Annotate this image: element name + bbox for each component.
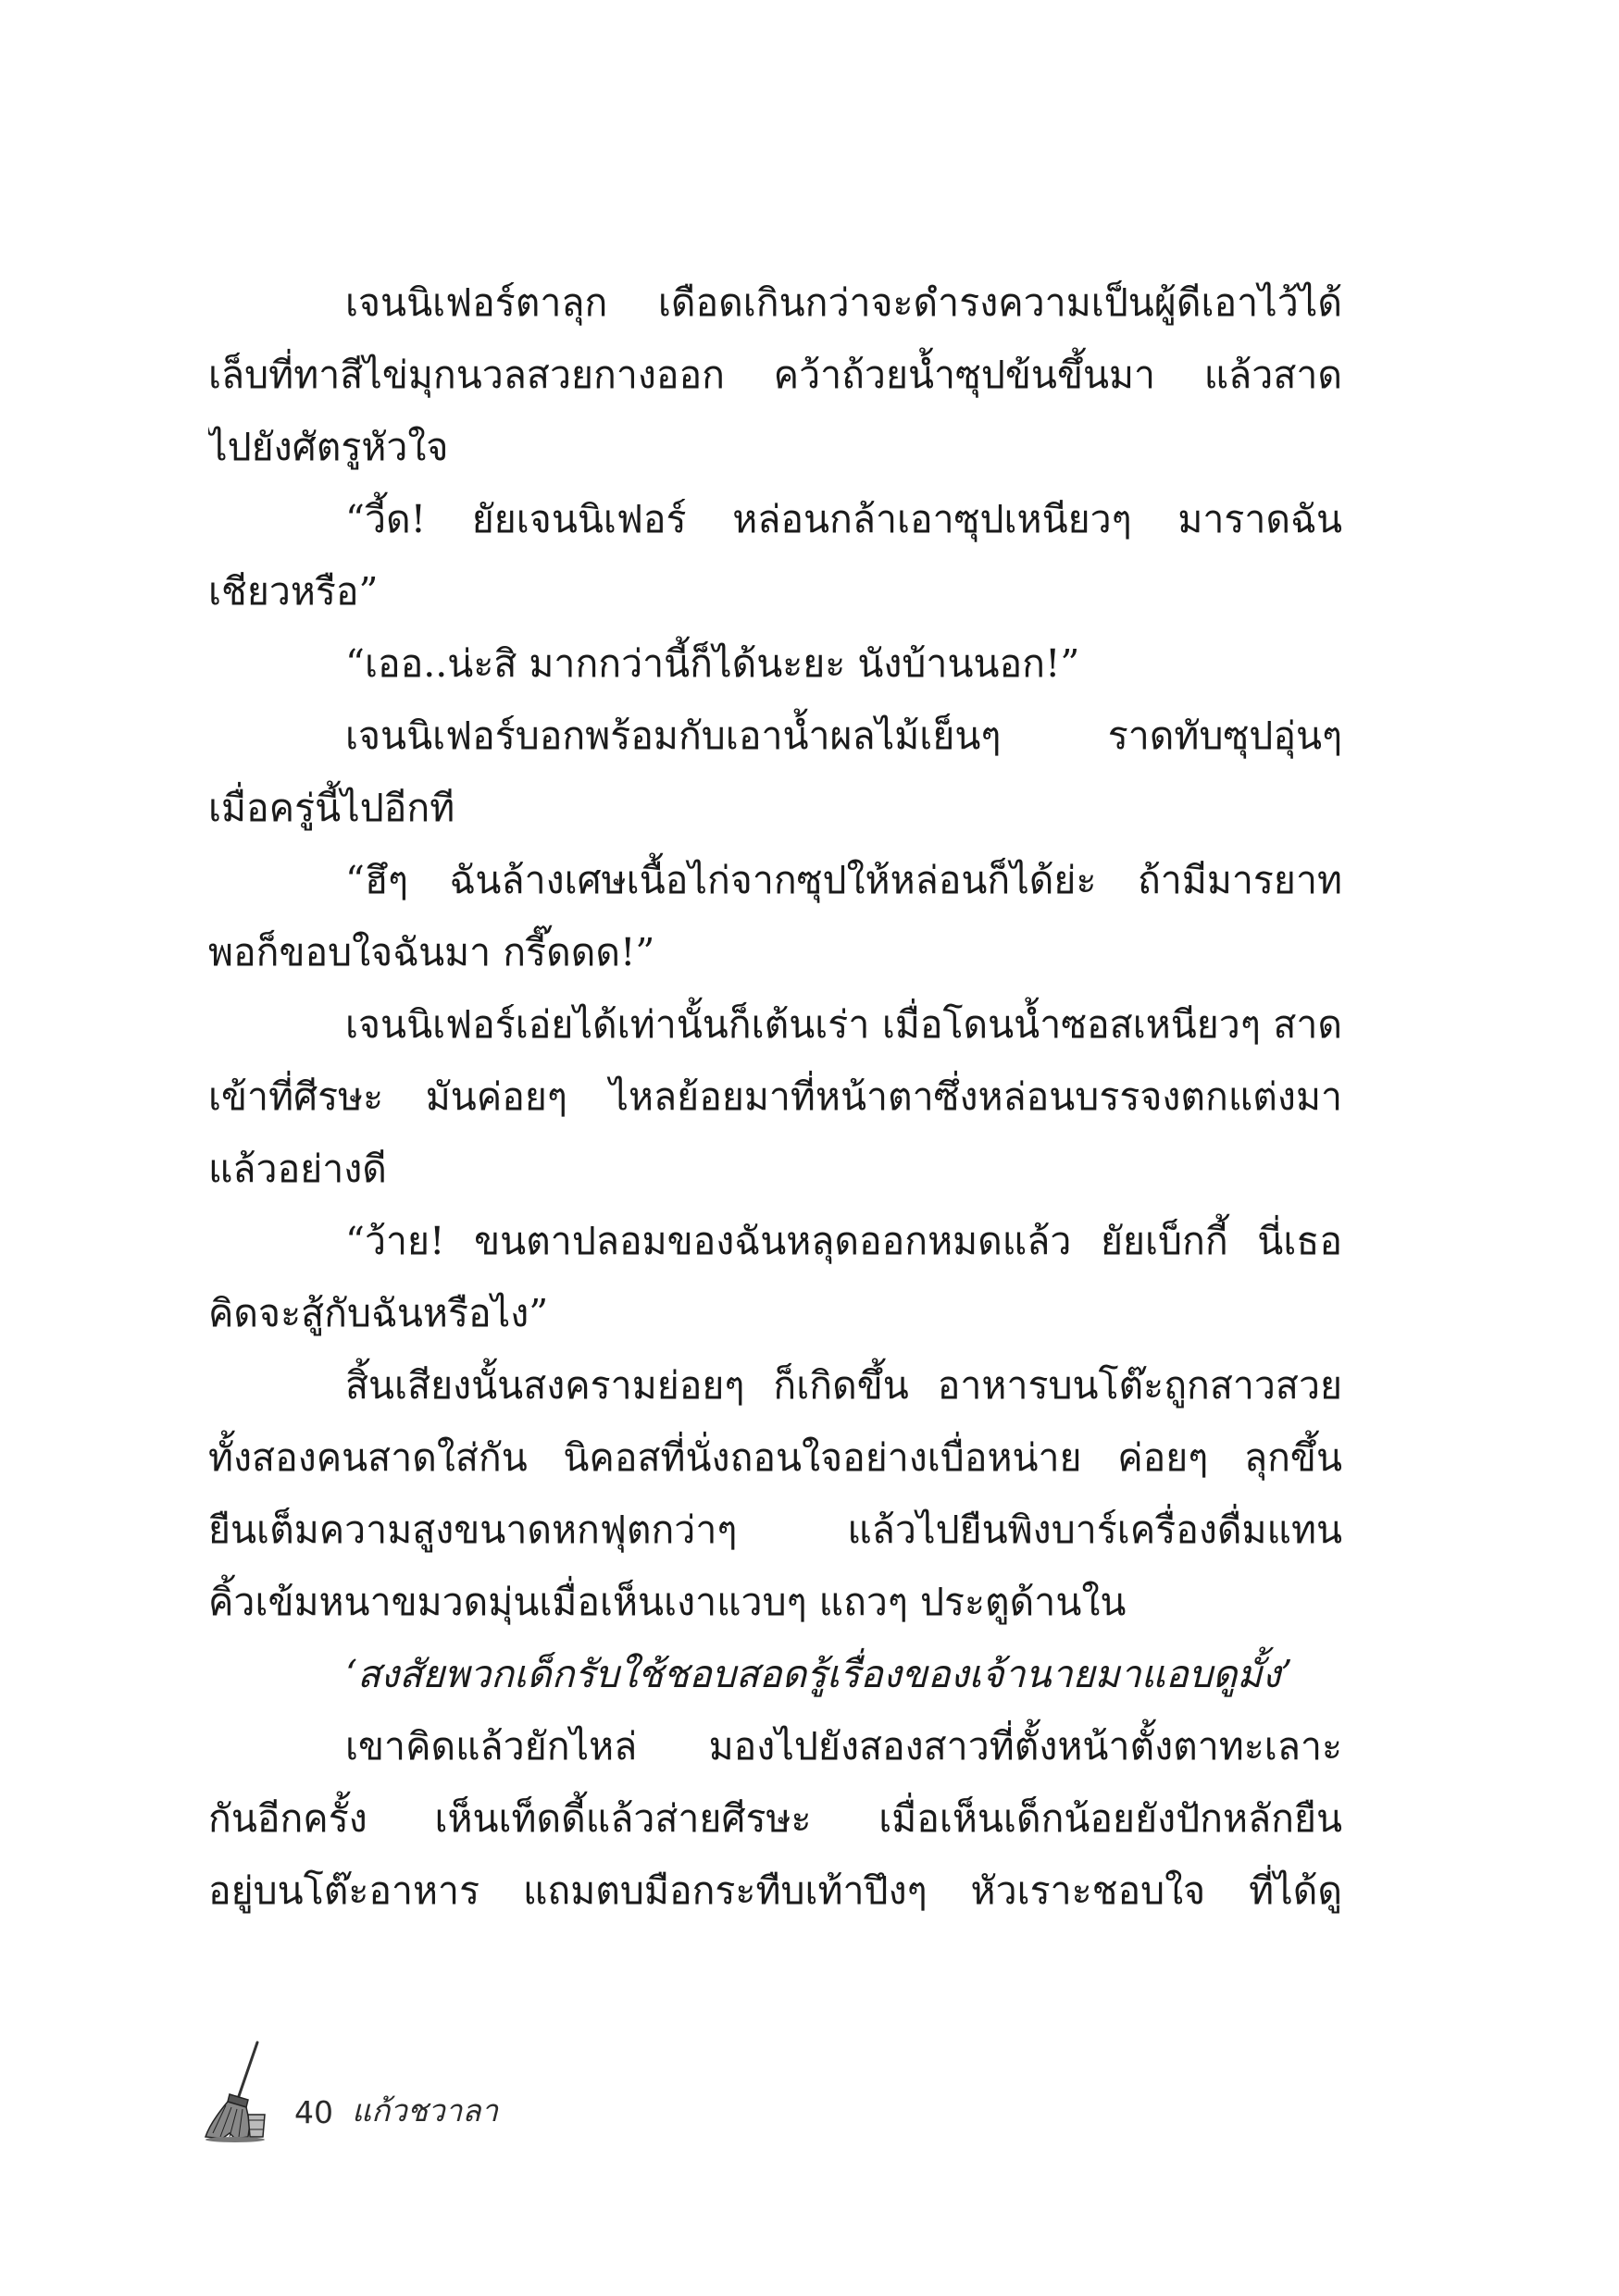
body-text bbox=[208, 267, 1342, 1927]
broom-icon bbox=[202, 2041, 270, 2142]
page-footer bbox=[202, 2041, 757, 2142]
text-line: กันอีกครั้ง เห็นเท็ดดี้แล้วส่ายศีรษะ เมื่อเห็นเด็กน้อยยังปักหลักยืน bbox=[208, 1796, 1342, 1841]
text-line: คิดจะสู้กับฉันหรือไง” bbox=[208, 1291, 549, 1335]
book-title: แก้วชวาลา bbox=[352, 2092, 498, 2128]
text-line: อยู่บนโต๊ะอาหาร แถมตบมือกระทืบเท้าปึงๆ หัวเราะชอบใจ ที่ได้ดู bbox=[208, 1868, 1342, 1913]
text-line: “วี้ด! ยัยเจนนิเฟอร์ หล่อนกล้าเอาซุปเหนียวๆ มาราดฉัน bbox=[345, 497, 1342, 541]
text-line: คิ้วเข้มหนาขมวดมุ่นเมื่อเห็นเงาแวบๆ แถวๆ ประตูด้านใน bbox=[208, 1580, 1127, 1624]
text-line: เชียวหรือ” bbox=[208, 569, 379, 614]
text-line: สิ้นเสียงนั้นสงครามย่อยๆ ก็เกิดขึ้น อาหารบนโต๊ะถูกสาวสวย bbox=[345, 1363, 1342, 1408]
text-line: เขาคิดแล้วยักไหล่ มองไปยังสองสาวที่ตั้งหน้าตั้งตาทะเลาะ bbox=[345, 1724, 1342, 1769]
text-line: “ฮึๆ ฉันล้างเศษเนื้อไก่จากซุปให้หล่อนก็ได้ย่ะ ถ้ามีมารยาท bbox=[345, 858, 1342, 902]
text-line: แล้วอย่างดี bbox=[208, 1147, 387, 1191]
text-line: ไปยังศัตรูหัวใจ bbox=[208, 425, 449, 469]
page-number: 40 bbox=[294, 2094, 333, 2130]
text-line: เจนนิเฟอร์ตาลุก เดือดเกินกว่าจะดำรงความเป็นผู้ดีเอาไว้ได้ bbox=[345, 280, 1342, 325]
text-line: เล็บที่ทาสีไข่มุกนวลสวยกางออก คว้าถ้วยน้ำซุปข้นขึ้นมา แล้วสาด bbox=[208, 353, 1342, 397]
text-line: พอก็ขอบใจฉันมา กรี๊ดดด!” bbox=[208, 930, 655, 974]
text-line: “ว้าย! ขนตาปลอมของฉันหลุดออกหมดแล้ว ยัยเบ็กกี้ นี่เธอ bbox=[345, 1219, 1342, 1263]
text-line: เข้าที่ศีรษะ มันค่อยๆ ไหลย้อยมาที่หน้าตาซึ่งหล่อนบรรจงตกแต่งมา bbox=[208, 1074, 1342, 1119]
text-line: เจนนิเฟอร์เอ่ยได้เท่านั้นก็เต้นเร่า เมื่อโดนน้ำซอสเหนียวๆ สาด bbox=[345, 1002, 1342, 1047]
text-line: “เออ..น่ะสิ มากกว่านี้ก็ได้นะยะ นังบ้านนอก!” bbox=[345, 641, 1080, 686]
text-line: ‘สงสัยพวกเด็กรับใช้ชอบสอดรู้เรื่องของเจ้านายมาแอบดูมั้ง’ bbox=[345, 1652, 1293, 1696]
text-line: ทั้งสองคนสาดใส่กัน นิคอสที่นั่งถอนใจอย่างเบื่อหน่าย ค่อยๆ ลุกขึ้น bbox=[208, 1435, 1342, 1480]
text-line: เจนนิเฟอร์บอกพร้อมกับเอาน้ำผลไม้เย็นๆ ราดทับซุปอุ่นๆ bbox=[345, 714, 1342, 758]
text-line: เมื่อครู่นี้ไปอีกที bbox=[208, 786, 455, 830]
text-line: ยืนเต็มความสูงขนาดหกฟุตกว่าๆ แล้วไปยืนพิงบาร์เครื่องดื่มแทน bbox=[208, 1508, 1342, 1552]
